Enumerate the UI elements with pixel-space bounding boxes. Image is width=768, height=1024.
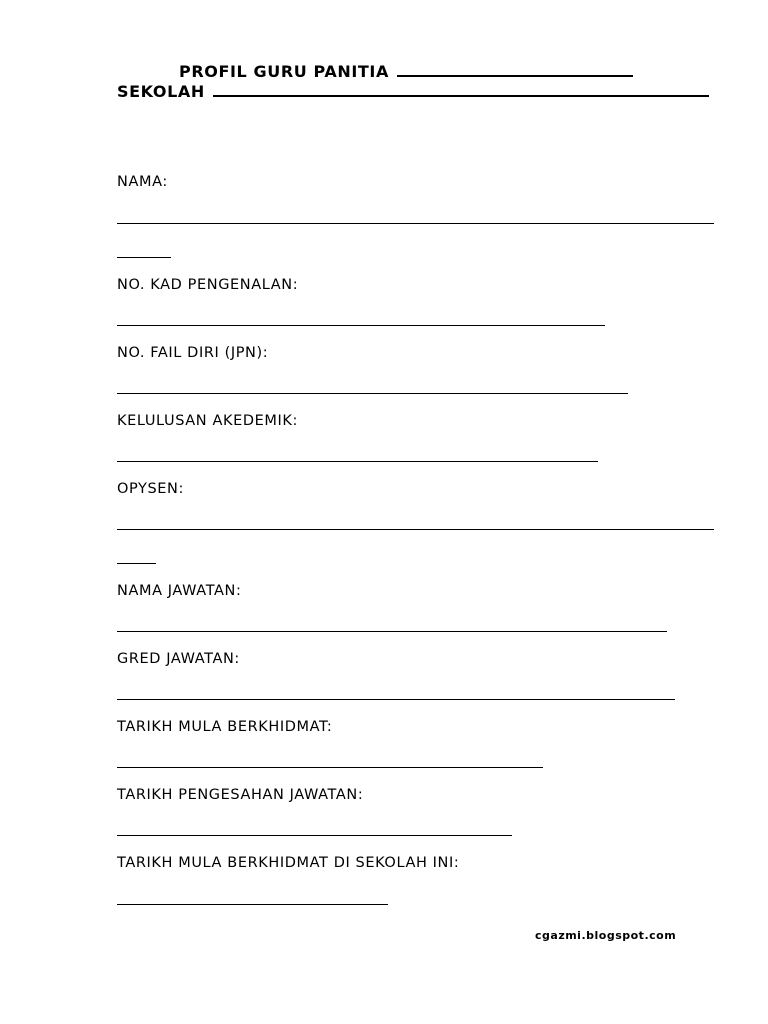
field-blank-option-continued[interactable] [117, 563, 156, 564]
field-blank-nama[interactable] [117, 223, 714, 224]
field-blank-grade[interactable] [117, 699, 675, 700]
field-label-grade: GRED JAWATAN: [117, 651, 240, 667]
field-label-confirmation-date: TARIKH PENGESAHAN JAWATAN: [117, 787, 364, 803]
school-blank-line[interactable] [213, 81, 709, 97]
field-label-school-start: TARIKH MULA BERKHIDMAT DI SEKOLAH INI: [117, 855, 460, 871]
field-label-ic: NO. KAD PENGENALAN: [117, 277, 299, 293]
field-label-option: OPYSEN: [117, 481, 184, 497]
field-blank-ic[interactable] [117, 325, 605, 326]
field-blank-position[interactable] [117, 631, 667, 632]
field-blank-service-start[interactable] [117, 767, 543, 768]
field-blank-qualification[interactable] [117, 461, 598, 462]
title-text: PROFIL GURU PANITIA [179, 62, 389, 81]
field-blank-file-no[interactable] [117, 393, 628, 394]
school-heading [117, 81, 709, 102]
field-label-qualification: KELULUSAN AKEDEMIK: [117, 413, 298, 429]
field-label-nama: NAMA: [117, 174, 168, 190]
field-label-service-start: TARIKH MULA BERKHIDMAT: [117, 719, 333, 735]
footer-credit: cgazmi.blogspot.com [535, 929, 677, 942]
field-blank-nama-continued[interactable] [117, 257, 171, 258]
school-label: SEKOLAH [117, 82, 205, 101]
field-blank-school-start[interactable] [117, 904, 388, 905]
field-blank-option[interactable] [117, 529, 714, 530]
field-label-file-no: NO. FAIL DIRI (JPN): [117, 345, 269, 361]
field-blank-confirmation-date[interactable] [117, 835, 512, 836]
panitia-blank-line[interactable] [397, 61, 633, 77]
field-label-position: NAMA JAWATAN: [117, 583, 242, 599]
page-title [179, 61, 633, 82]
